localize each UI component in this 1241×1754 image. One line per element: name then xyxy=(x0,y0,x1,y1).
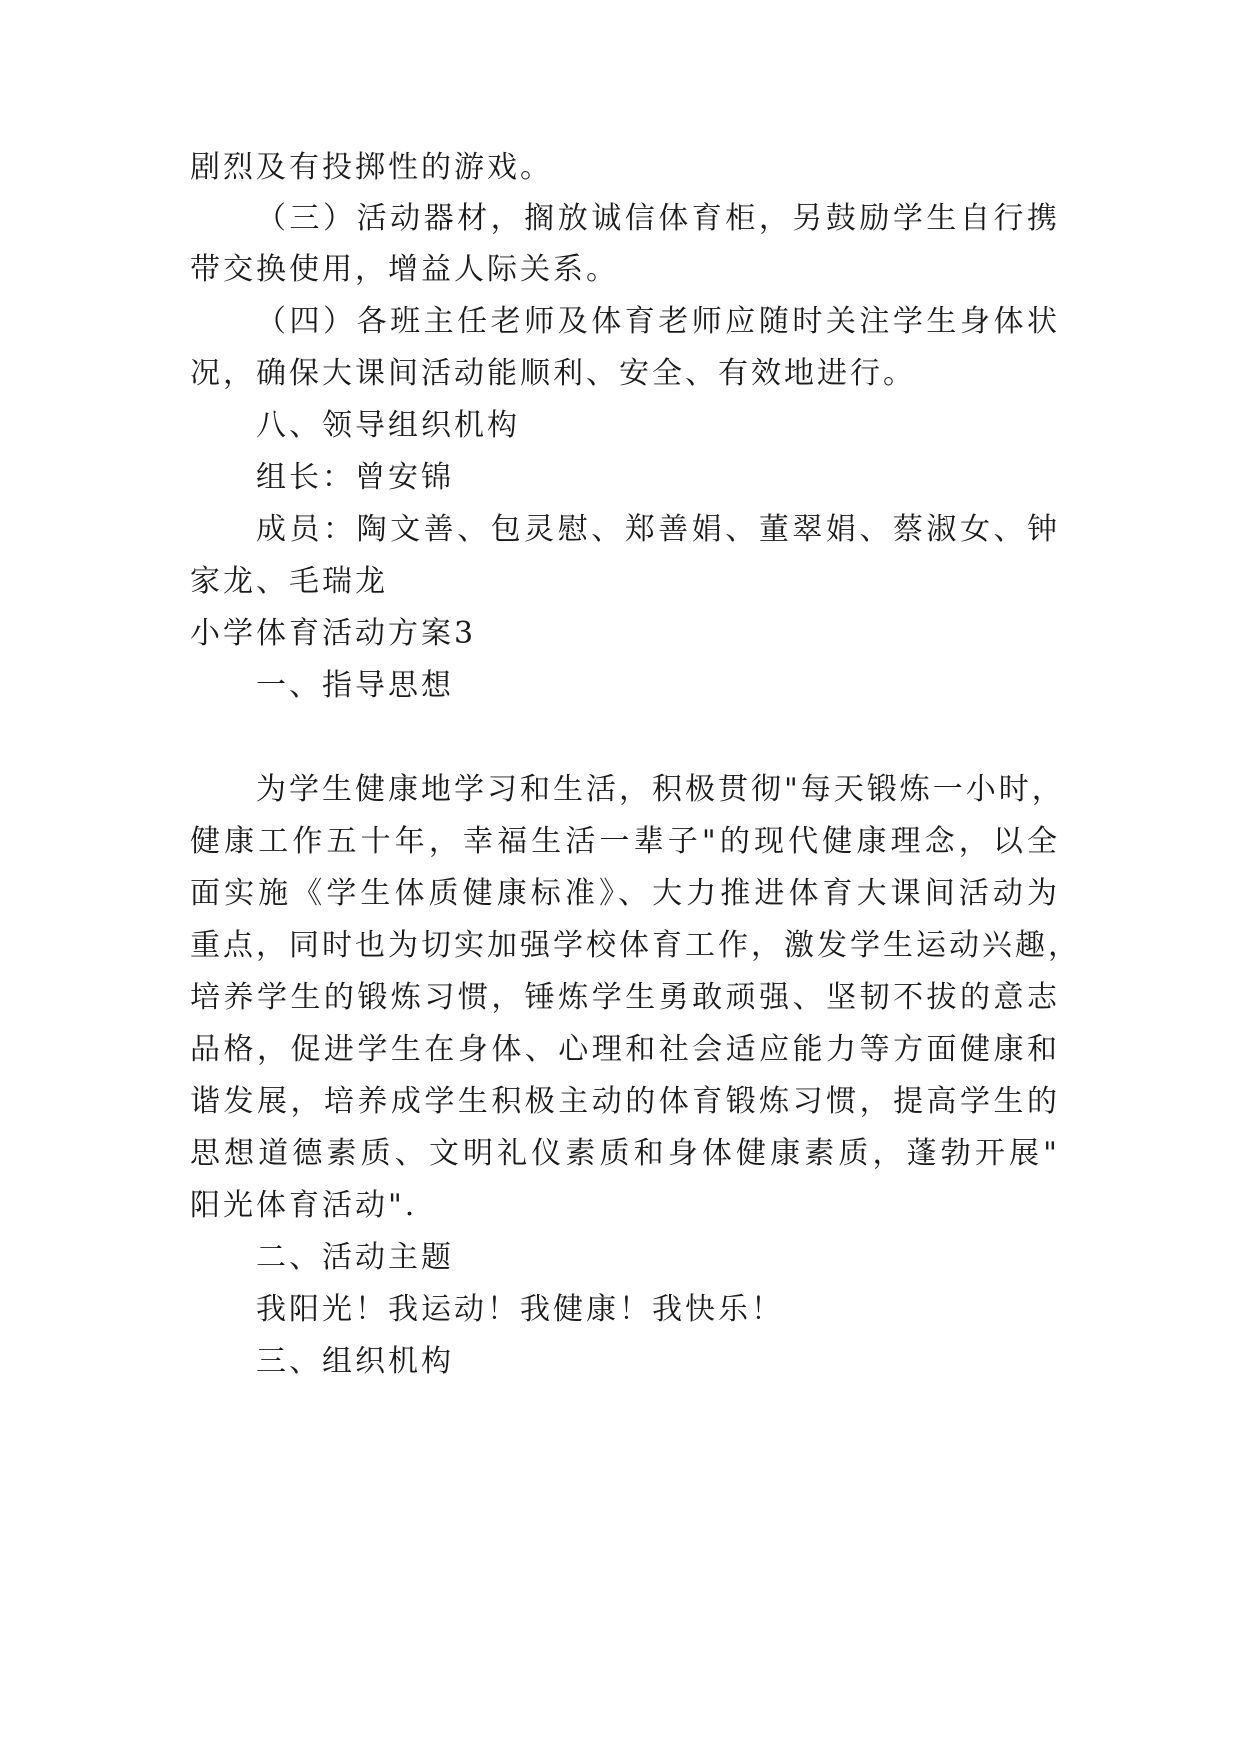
text-line: 带交换使用，增益人际关系。 xyxy=(190,252,619,287)
section-heading: 二、活动主题 xyxy=(256,1240,454,1275)
section-heading: 一、指导思想 xyxy=(256,668,454,703)
text-line: 剧烈及有投掷性的游戏。 xyxy=(190,150,553,185)
section-heading: 八、领导组织机构 xyxy=(256,408,520,443)
text-line: （四）各班主任老师及体育老师应随时关注学生身体状 xyxy=(256,304,1060,339)
text-line: 组长：曾安锦 xyxy=(256,460,454,495)
text-line: （三）活动器材，搁放诚信体育柜，另鼓励学生自行携 xyxy=(256,201,1060,236)
text-line: 我阳光！我运动！我健康！我快乐！ xyxy=(256,1292,784,1327)
text-line: 为学生健康地学习和生活，积极贯彻"每天锻炼一小时， xyxy=(256,772,1065,807)
text-line: 思想道德素质、文明礼仪素质和身体健康素质，蓬勃开展" xyxy=(190,1136,1060,1171)
text-line: 况，确保大课间活动能顺利、安全、有效地进行。 xyxy=(190,356,916,391)
text-line: 面实施《学生体质健康标准》、大力推进体育大课间活动为 xyxy=(190,876,1060,911)
text-line: 家龙、毛瑞龙 xyxy=(190,564,388,599)
text-line: 重点，同时也为切实加强学校体育工作，激发学生运动兴趣， xyxy=(190,928,1081,963)
text-line: 谐发展，培养成学生积极主动的体育锻炼习惯，提高学生的 xyxy=(190,1084,1060,1119)
text-line: 品格，促进学生在身体、心理和社会适应能力等方面健康和 xyxy=(190,1032,1060,1067)
text-line: 成员：陶文善、包灵慰、郑善娟、董翠娟、蔡淑女、钟 xyxy=(256,512,1060,547)
text-line: 培养学生的锻炼习惯，锤炼学生勇敢顽强、坚韧不拔的意志 xyxy=(190,980,1060,1015)
text-line: 阳光体育活动". xyxy=(190,1188,418,1223)
text-line: 健康工作五十年，幸福生活一辈子"的现代健康理念，以全 xyxy=(190,824,1060,859)
section-heading: 三、组织机构 xyxy=(256,1344,454,1379)
document-title: 小学体育活动方案3 xyxy=(190,616,477,651)
